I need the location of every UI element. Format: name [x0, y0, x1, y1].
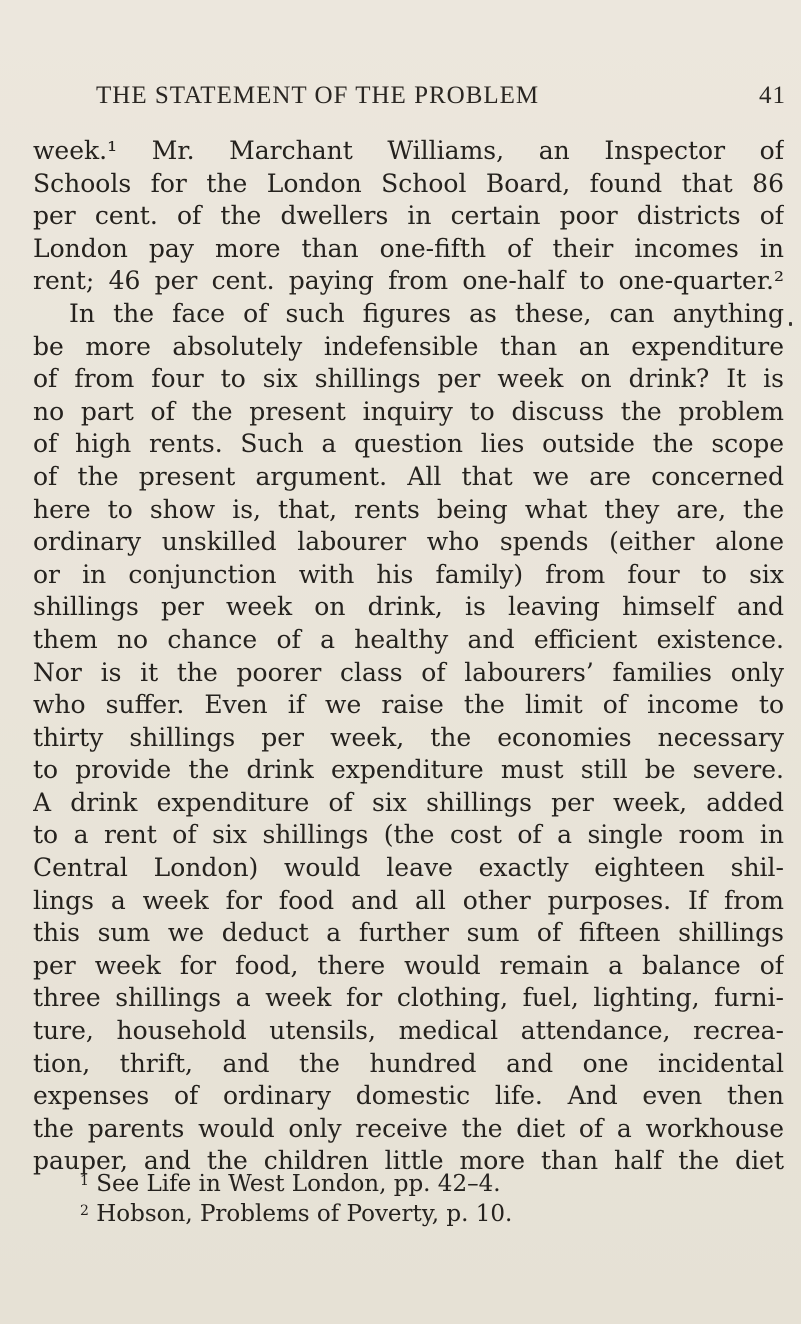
text-line: ordinary unskilled labourer who spends (either alone: [33, 527, 784, 557]
text-line: who suffer. Even if we raise the limit of income to: [33, 690, 784, 720]
text-line: per week for food, there would remain a balance of: [33, 950, 784, 980]
text-line: be more absolutely indefensible than an expenditure: [33, 331, 784, 361]
footnote-text: Hobson, Problems of Poverty, p. 10.: [96, 1201, 513, 1227]
text-line: them no chance of a healthy and efficient existence.: [33, 624, 784, 654]
ink-speck: [789, 322, 792, 326]
page-number: 41: [759, 82, 786, 109]
text-line: shillings per week on drink, is leaving himself and: [33, 592, 784, 622]
text-line: expenses of ordinary domestic life. And even then: [33, 1081, 784, 1111]
text-line: Schools for the London School Board, found that 86: [33, 168, 784, 198]
text-line: week.¹ Mr. Marchant Williams, an Inspector of: [33, 136, 784, 165]
footnote-text: See Life in West London, pp. 42–4.: [96, 1171, 501, 1197]
running-head-title: THE STATEMENT OF THE PROBLEM: [96, 82, 540, 109]
footnote: [80, 1166, 780, 1196]
footnote: [80, 1196, 780, 1226]
text-line: Nor is it the poorer class of labourers’ families only: [33, 657, 784, 687]
text-line: per cent. of the dwellers in certain poor districts of: [33, 201, 784, 231]
body-text: [33, 135, 784, 1178]
text-line: A drink expenditure of six shillings per week, added: [33, 787, 784, 817]
text-line: this sum we deduct a further sum of fifteen shillings: [33, 918, 784, 948]
text-line: pauper, and the children little more than half the diet: [33, 1146, 784, 1176]
footnote-mark: 2: [80, 1203, 89, 1219]
footnote-mark: 1: [80, 1173, 89, 1189]
text-line: three shillings a week for clothing, fuel, lighting, furni-: [33, 983, 784, 1013]
text-line: lings a week for food and all other purposes. If from: [33, 885, 784, 915]
text-line: the parents would only receive the diet of a workhouse: [33, 1113, 784, 1143]
text-line: of the present argument. All that we are concerned: [33, 461, 784, 491]
text-line: no part of the present inquiry to discuss the problem: [33, 396, 784, 426]
text-line: thirty shillings per week, the economies necessary: [33, 722, 784, 752]
text-line: ture, household utensils, medical attendance, recrea-: [33, 1016, 784, 1046]
text-line: Central London) would leave exactly eighteen shil-: [33, 853, 784, 883]
text-line: of high rents. Such a question lies outside the scope: [33, 429, 784, 459]
footnotes: [80, 1166, 780, 1226]
running-head: [96, 82, 786, 116]
text-line: to a rent of six shillings (the cost of a single room in: [33, 820, 784, 850]
text-line: London pay more than one-fifth of their incomes in: [33, 233, 784, 263]
text-line: In the face of such figures as these, can anything: [69, 298, 784, 328]
text-line: tion, thrift, and the hundred and one incidental: [33, 1048, 784, 1078]
text-line: or in conjunction with his family) from four to six: [33, 559, 784, 589]
text-line: to provide the drink expenditure must still be severe.: [33, 755, 784, 785]
text-line: rent; 46 per cent. paying from one-half to one-quarter.²: [33, 266, 784, 296]
text-line: of from four to six shillings per week on drink? It is: [33, 364, 784, 394]
text-line: here to show is, that, rents being what they are, the: [33, 494, 784, 524]
